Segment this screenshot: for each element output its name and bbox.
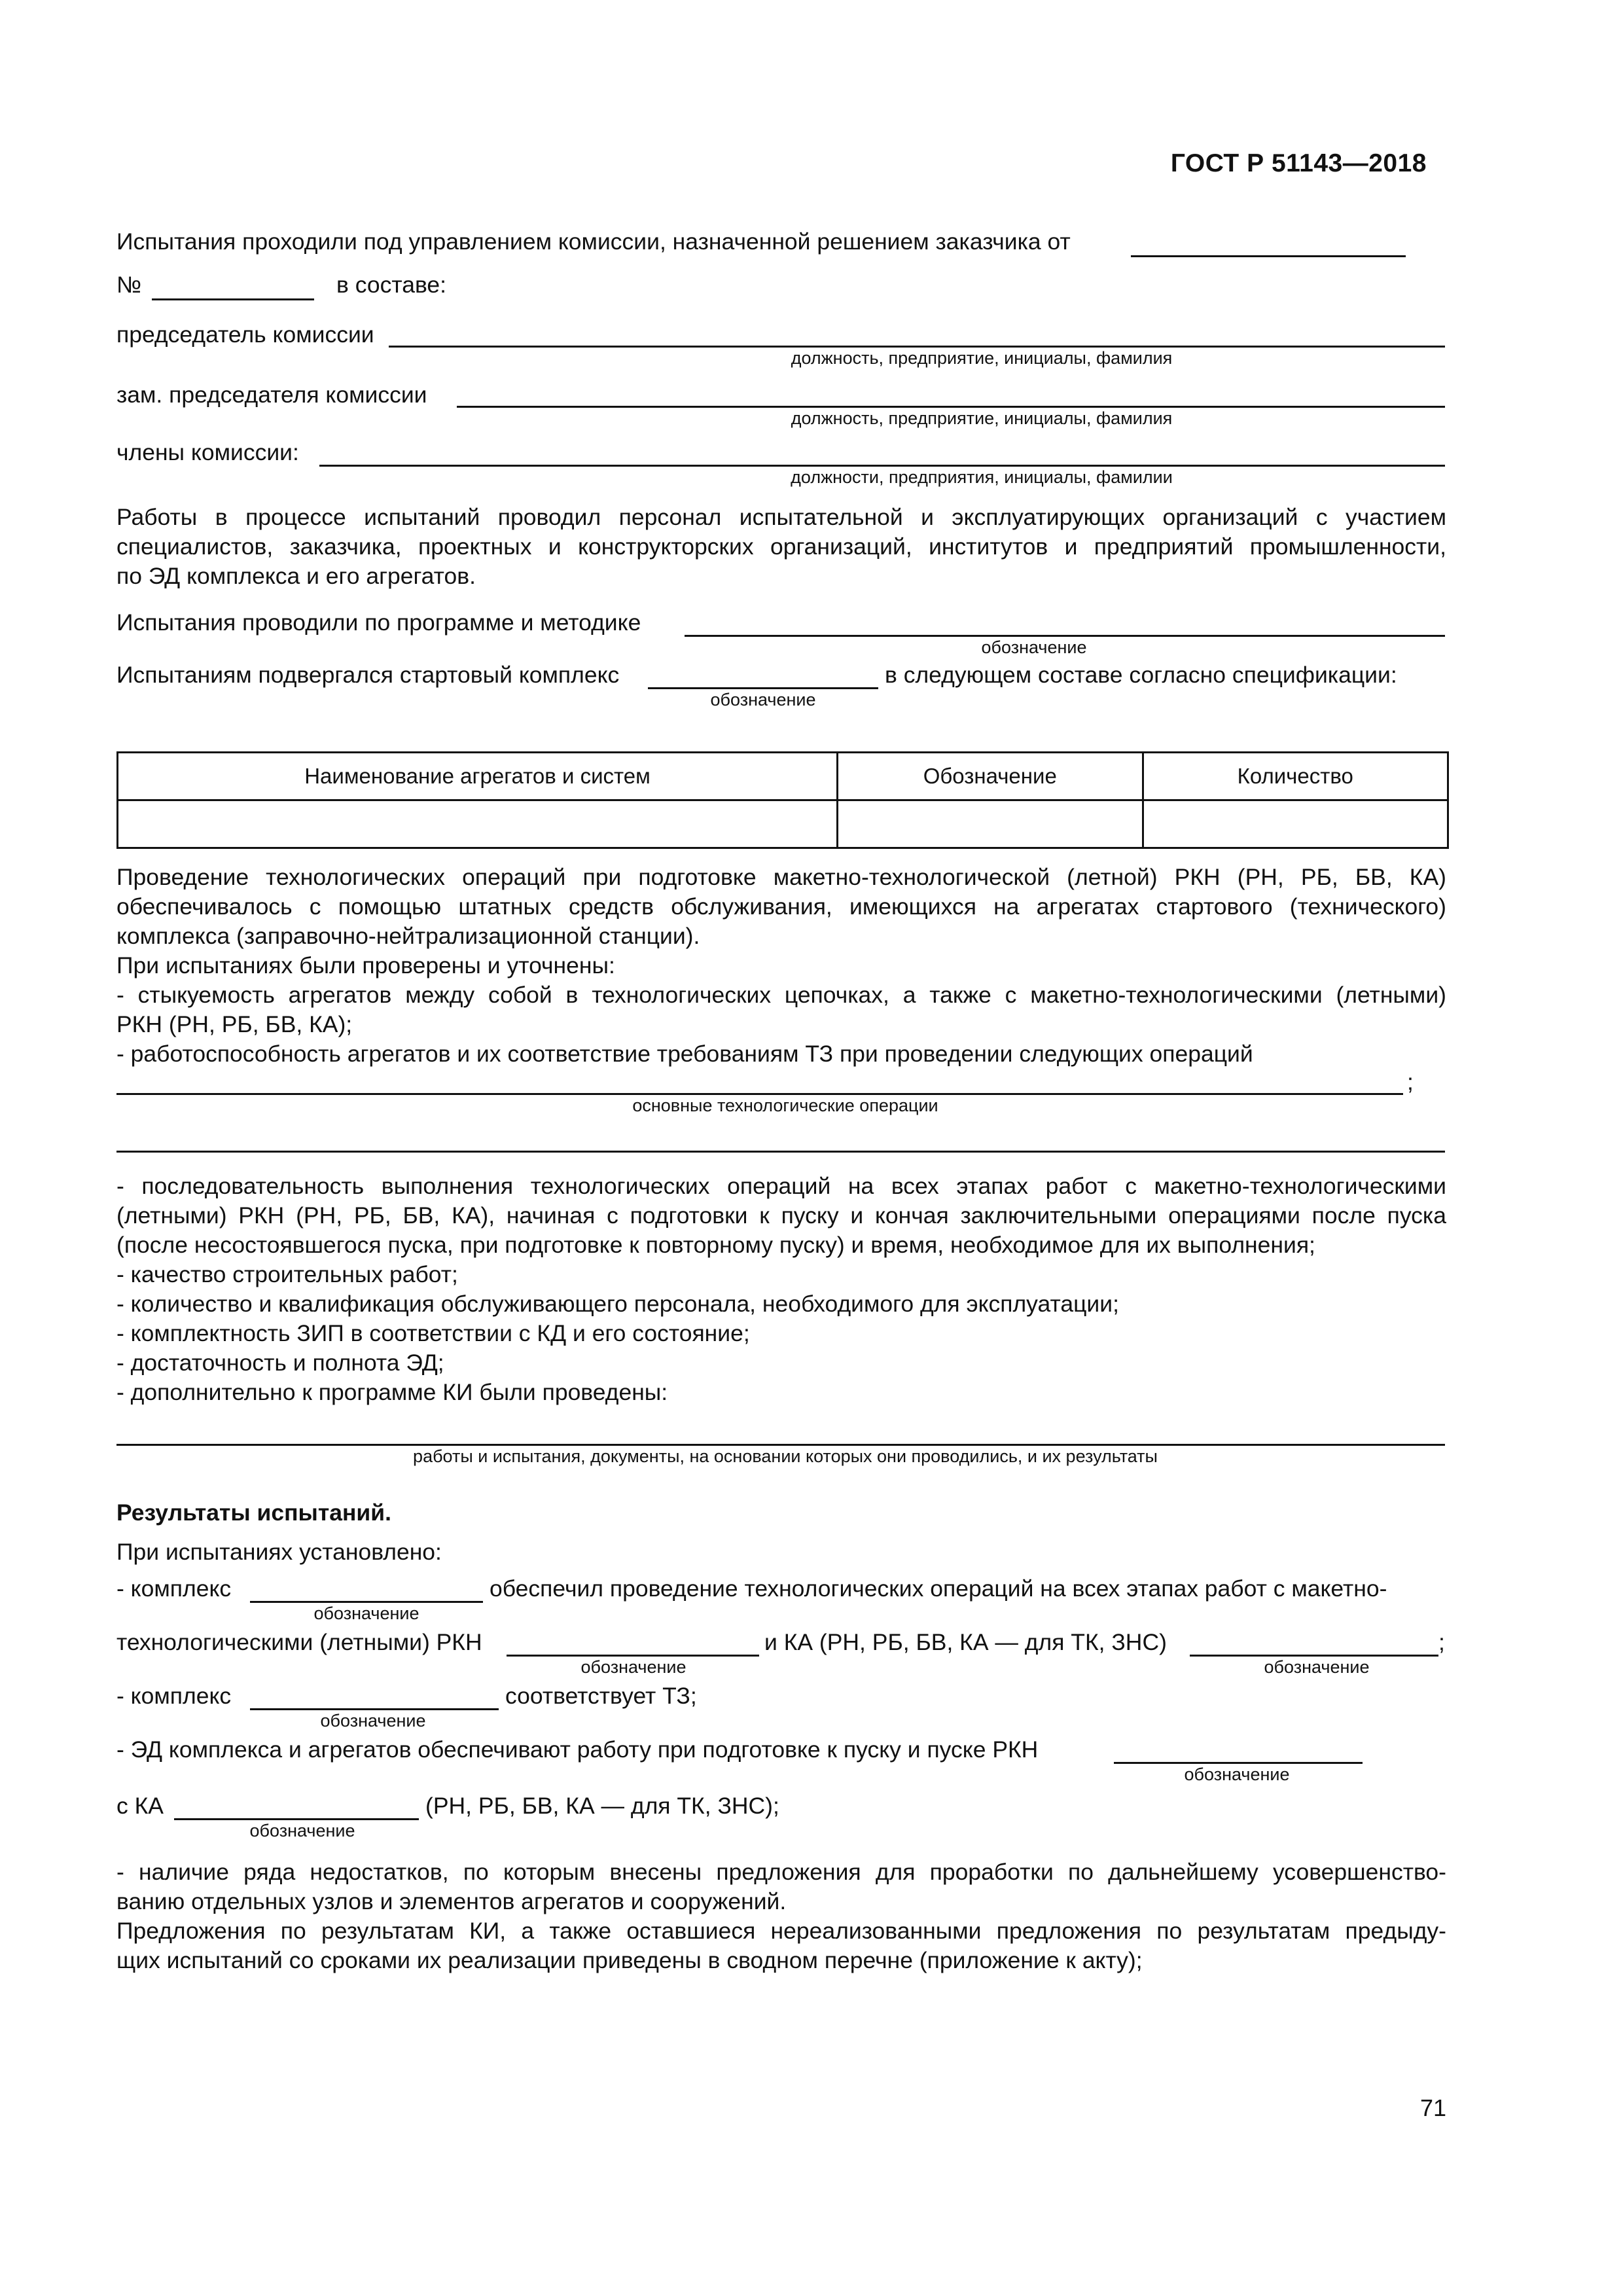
result-2-caption: обозначение bbox=[320, 1711, 426, 1731]
ops-line-2: обеспечивалось с помощью штатных средств обслуживания, имеющихся на агрегатах стартового (технического) bbox=[116, 893, 1446, 920]
program-label: Испытания проводили по программе и методике bbox=[116, 609, 641, 636]
number-blank[interactable] bbox=[152, 298, 314, 300]
number-prefix: № bbox=[116, 272, 142, 298]
personnel-line-2: специалистов, заказчика, проектных и конструкторских организаций, институтов и предприятий промышленности, bbox=[116, 533, 1446, 560]
page-number: 71 bbox=[1419, 2094, 1446, 2121]
table-header-designation: Обозначение bbox=[838, 753, 1143, 800]
date-blank[interactable] bbox=[1131, 255, 1406, 257]
composition-label: в составе: bbox=[336, 272, 447, 298]
result-4-caption: обозначение bbox=[249, 1821, 355, 1840]
result-4-text: (РН, РБ, БВ, КА — для ТК, ЗНС); bbox=[425, 1793, 779, 1819]
seq-line-8: - дополнительно к программе КИ были проведены: bbox=[116, 1379, 668, 1405]
complex-blank[interactable] bbox=[648, 687, 878, 689]
table-cell-designation[interactable] bbox=[838, 800, 1143, 848]
vice-chair-label: зам. председателя комиссии bbox=[116, 382, 427, 408]
seq-line-2: (летными) РКН (РН, РБ, БВ, КА), начиная с подготовки к пуску и кончая заключительными операциями после пуска bbox=[116, 1202, 1446, 1229]
ops-line-1: Проведение технологических операций при подготовке макетно-технологической (летной) РКН (РН, РБ, БВ, КА) bbox=[116, 864, 1446, 890]
operations-blank[interactable] bbox=[116, 1093, 1403, 1095]
ops-line-3: комплекса (заправочно-нейтрализационной станции). bbox=[116, 923, 700, 949]
ops-bullet-1b: РКН (РН, РБ, БВ, КА); bbox=[116, 1011, 353, 1037]
additional-work-caption: работы и испытания, документы, на основании которых они проводились, и их результаты bbox=[413, 1446, 1158, 1466]
specification-table bbox=[116, 751, 1449, 849]
result-3-caption: обозначение bbox=[1184, 1765, 1290, 1784]
result-1b-ka-blank[interactable] bbox=[1190, 1655, 1438, 1657]
complex-caption: обозначение bbox=[710, 690, 816, 709]
seq-line-4: - качество строительных работ; bbox=[116, 1261, 458, 1287]
result-1b-caption-1: обозначение bbox=[580, 1657, 687, 1677]
complex-label: Испытаниям подвергался стартовый комплекс bbox=[116, 662, 620, 688]
result-3-rkn-blank[interactable] bbox=[1114, 1762, 1363, 1764]
table-cell-quantity[interactable] bbox=[1143, 800, 1448, 848]
program-blank[interactable] bbox=[685, 635, 1445, 637]
personnel-line-1: Работы в процессе испытаний проводил персонал испытательной и эксплуатирующих организаций с участием bbox=[116, 504, 1446, 530]
result-2-prefix: - комплекс bbox=[116, 1683, 232, 1709]
result-1-prefix: - комплекс bbox=[116, 1575, 232, 1602]
members-label: члены комиссии: bbox=[116, 439, 299, 465]
chair-label: председатель комиссии bbox=[116, 321, 374, 348]
result-6-line-2: щих испытаний со сроками их реализации приведены в сводном перечне (приложение к акту); bbox=[116, 1947, 1143, 1973]
members-caption: должности, предприятия, инициалы, фамилии bbox=[791, 467, 1173, 487]
result-1b-end: ; bbox=[1438, 1629, 1445, 1655]
chair-caption: должность, предприятие, инициалы, фамилия bbox=[791, 348, 1173, 368]
table-header-name: Наименование агрегатов и систем bbox=[118, 753, 838, 800]
members-blank[interactable] bbox=[319, 465, 1445, 467]
result-4-prefix: с КА bbox=[116, 1793, 164, 1819]
seq-line-7: - достаточность и полнота ЭД; bbox=[116, 1350, 444, 1376]
operations-caption: основные технологические операции bbox=[632, 1096, 938, 1115]
result-1b-mid: и КА (РН, РБ, БВ, КА — для ТК, ЗНС) bbox=[764, 1629, 1167, 1655]
result-1-text: обеспечил проведение технологических операций на всех этапах работ с макетно- bbox=[490, 1575, 1387, 1602]
table-row bbox=[118, 800, 1448, 848]
operations-blank-2[interactable] bbox=[116, 1151, 1445, 1153]
result-1-caption: обозначение bbox=[313, 1604, 419, 1623]
program-caption: обозначение bbox=[981, 637, 1087, 657]
table-header-row bbox=[118, 753, 1448, 800]
result-5-line-1: - наличие ряда недостатков, по которым внесены предложения для проработки по дальнейшему усовершенство- bbox=[116, 1859, 1446, 1885]
result-3-text: - ЭД комплекса и агрегатов обеспечивают работу при подготовке к пуску и пуске РКН bbox=[116, 1736, 1039, 1763]
result-6-line-1: Предложения по результатам КИ, а также оставшиеся нереализованными предложения по результатам предыду- bbox=[116, 1918, 1446, 1944]
chair-blank[interactable] bbox=[389, 346, 1445, 348]
result-1b-prefix: технологическими (летными) РКН bbox=[116, 1629, 482, 1655]
seq-line-3: (после несостоявшегося пуска, при подготовке к повторному пуску) и время, необходимое для их выполнения; bbox=[116, 1232, 1315, 1258]
complex-suffix: в следующем составе согласно спецификации: bbox=[885, 662, 1397, 688]
result-1b-rkn-blank[interactable] bbox=[507, 1655, 759, 1657]
result-5-line-2: ванию отдельных узлов и элементов агрегатов и сооружений. bbox=[116, 1888, 787, 1914]
table-header-quantity: Количество bbox=[1143, 753, 1448, 800]
results-intro: При испытаниях установлено: bbox=[116, 1539, 442, 1565]
result-4-ka-blank[interactable] bbox=[174, 1818, 419, 1820]
seq-line-1: - последовательность выполнения технологических операций на всех этапах работ с макетно-технологическими bbox=[116, 1173, 1446, 1199]
seq-line-6: - комплектность ЗИП в соответствии с КД и его состояние; bbox=[116, 1320, 750, 1346]
result-1-complex-blank[interactable] bbox=[250, 1601, 483, 1603]
intro-line: Испытания проходили под управлением комиссии, назначенной решением заказчика от bbox=[116, 228, 1071, 255]
seq-line-5: - количество и квалификация обслуживающего персонала, необходимого для эксплуатации; bbox=[116, 1291, 1119, 1317]
additional-work-blank[interactable] bbox=[116, 1444, 1445, 1446]
ops-line-4: При испытаниях были проверены и уточнены: bbox=[116, 952, 615, 978]
ops-bullet-1a: - стыкуемость агрегатов между собой в технологических цепочках, а также с макетно-технологическими (летными) bbox=[116, 982, 1446, 1008]
vice-chair-caption: должность, предприятие, инициалы, фамилия bbox=[791, 408, 1173, 428]
operations-semicolon: ; bbox=[1407, 1069, 1414, 1095]
result-2-complex-blank[interactable] bbox=[250, 1708, 499, 1710]
result-2-text: соответствует ТЗ; bbox=[505, 1683, 697, 1709]
document-id: ГОСТ Р 51143—2018 bbox=[1170, 149, 1427, 177]
vice-chair-blank[interactable] bbox=[457, 406, 1445, 408]
result-1b-caption-2: обозначение bbox=[1264, 1657, 1370, 1677]
personnel-line-3: по ЭД комплекса и его агрегатов. bbox=[116, 563, 476, 589]
results-heading: Результаты испытаний. bbox=[116, 1499, 391, 1526]
ops-bullet-2: - работоспособность агрегатов и их соответствие требованиям ТЗ при проведении следующих операций bbox=[116, 1041, 1253, 1067]
table-cell-name[interactable] bbox=[118, 800, 838, 848]
